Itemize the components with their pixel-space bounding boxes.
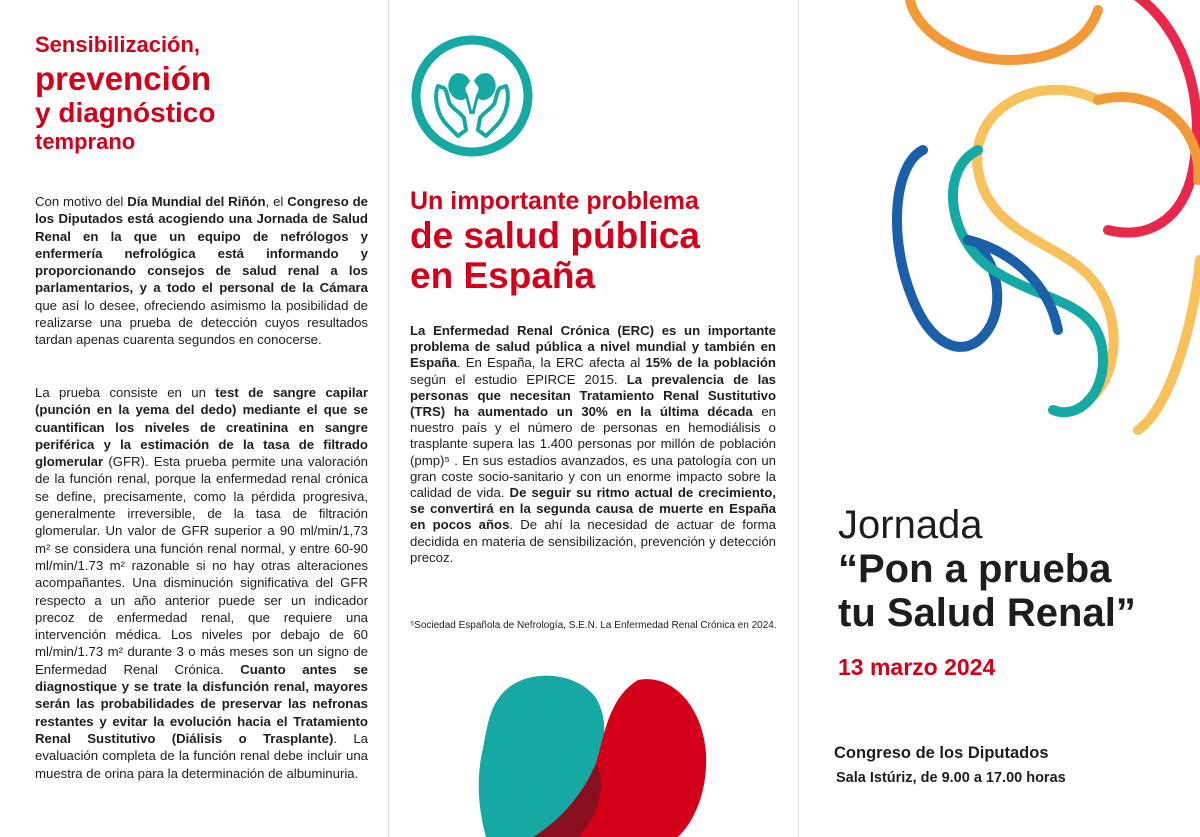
text-run: Con motivo del <box>35 194 128 209</box>
middle-paragraph <box>410 323 776 566</box>
text-run: que así lo desee, ofreciendo asimismo la posibilidad de realizarse una prueba de detección cuyos resultados tardan apenas cuarenta segundos en conocerse. <box>35 297 368 348</box>
text-run: . De ahí la necesidad de actuar de forma decidida en materia de sensibilización, prevención y detección precoz. <box>410 517 776 565</box>
bold-text-run: Cuanto antes se diagnostique y se trate la disfunción renal, mayores serán las probabilidades de preservar las nefronas restantes y evitar la evolución hacia el Tratamiento Renal Sustitutivo (Diálisis o Trasplante) <box>35 661 368 746</box>
text-run: según el estudio EPIRCE 2015. <box>410 371 627 387</box>
hands-holding-kidneys-icon <box>410 34 534 158</box>
bold-text-run: De seguir su ritmo actual de crecimiento, se convertirá en la segunda causa de muerte en España en pocos años <box>410 485 776 533</box>
event-title-line-2: “Pon a prueba <box>838 547 1112 591</box>
bold-text-run: La Enfermedad Renal Crónica (ERC) es un importante problema de salud pública a nivel mundial y también en España <box>410 323 776 371</box>
text-run: (GFR). Esta prueba permite una valoración de la función renal, porque la enfermedad renal crónica se define, precisamente, como la pérdida progresiva, generalmente irreversible, de la tasa de filtración glomerular. Un valor de GFR superior a 90 ml/min/1,73 m² se considera una función renal normal, y entre 60-90 ml/min/1.73 m² razonable si no hay otras alteraciones acompañantes. Una disminución significativa del GFR respecto a un año anterior puede ser un indicador precoz de enfermedad renal, que requiere una intervención médica. Los niveles por debajo de 60 ml/min/1.73 m² durante 3 o más meses son un signo de Enfermedad Renal Crónica. <box>35 454 368 677</box>
text-run: , el <box>265 194 288 209</box>
event-title <box>838 503 1136 635</box>
middle-panel-title <box>410 186 700 296</box>
event-title-line-3: tu Salud Renal” <box>838 591 1136 635</box>
left-title-line-2: prevención <box>35 60 212 97</box>
panel-left <box>0 0 388 837</box>
event-date: 13 marzo 2024 <box>838 654 996 680</box>
left-title-line-3: y diagnóstico <box>35 97 216 128</box>
bold-text-run: La prevalencia de las personas que necesitan Tratamiento Renal Sustitutivo (TRS) ha aumentado un 30% en la última década <box>410 371 776 420</box>
text-run: en nuestro país y el número de personas en hemodiálisis o trasplante supera las 1.400 personas por millón de población (pmp)⁵ . En sus estadios avanzados, es una patología con un gran coste socio-sanitario y con un enorme impacto sobre la calidad de vida. <box>410 404 776 501</box>
event-title-line-1: Jornada <box>838 503 983 547</box>
text-run: . En España, la ERC afecta al <box>456 355 646 371</box>
panel-right <box>798 0 1200 837</box>
left-panel-title <box>35 34 215 153</box>
middle-title-line-1: Un importante problema <box>410 187 699 215</box>
footnote: ⁵Sociedad Española de Nefrología, S.E.N. La Enfermedad Renal Crónica en 2024. <box>410 620 777 631</box>
left-title-line-4: temprano <box>35 129 136 154</box>
swirl-lines-illustration <box>798 0 1200 460</box>
event-room-and-hours: Sala Istúriz, de 9.00 a 17.00 horas <box>836 770 1066 786</box>
text-run: . La evaluación completa de la función renal debe incluir una muestra de orina para la determinación de albuminuria. <box>35 730 369 781</box>
left-title-line-1: Sensibilización, <box>35 32 201 57</box>
bold-text-run: Congreso de los Diputados está acogiendo una Jornada de Salud Renal en la que un equipo de nefrólogos y enfermería nefrológica está informando y proporcionando consejos de salud renal a los parlamentarios, y a todo el personal de la Cámara <box>35 194 368 296</box>
left-paragraph-2 <box>35 384 368 782</box>
middle-title-line-2: de salud pública <box>410 215 700 256</box>
bold-text-run: test de sangre capilar (punción en la yema del dedo) mediante el que se cuantifican los niveles de creatinina en sangre periférica y la estimación de la tasa de filtrado glomerular <box>35 385 368 470</box>
kidney-blob-illustration <box>478 668 708 837</box>
middle-title-line-3: en España <box>410 255 596 296</box>
left-paragraph-1 <box>35 193 368 349</box>
text-run: La prueba consiste en un <box>35 385 216 400</box>
panel-middle <box>388 0 798 837</box>
event-venue: Congreso de los Diputados <box>834 744 1049 762</box>
bold-text-run: 15% de la población <box>645 355 776 371</box>
bold-text-run: Día Mundial del Riñón <box>127 194 266 209</box>
